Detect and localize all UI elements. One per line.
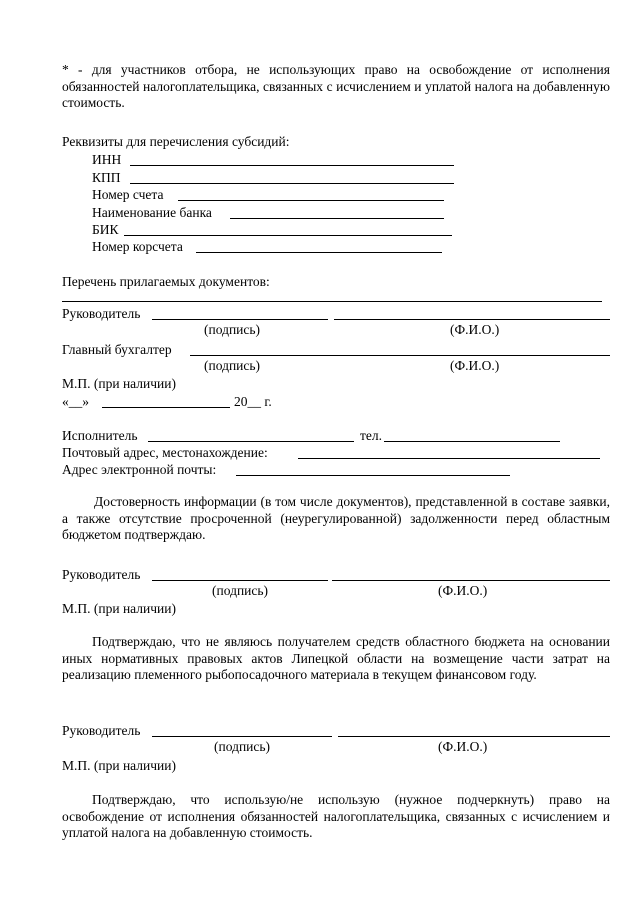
fio-caption: (Ф.И.О.) bbox=[450, 322, 500, 337]
head-fio-field[interactable] bbox=[332, 580, 610, 581]
stamp-label: М.П. (при наличии) bbox=[62, 758, 176, 773]
head-label: Руководитель bbox=[62, 567, 141, 582]
kpp-field[interactable] bbox=[130, 183, 454, 184]
email-label: Адрес электронной почты: bbox=[62, 462, 217, 477]
date-month-field[interactable] bbox=[102, 407, 230, 408]
head-fio-field[interactable] bbox=[338, 736, 610, 737]
executor-field[interactable] bbox=[148, 441, 354, 442]
inn-field[interactable] bbox=[130, 165, 454, 166]
fio-caption: (Ф.И.О.) bbox=[438, 583, 488, 598]
confirmation-paragraph-2: Подтверждаю, что не являюсь получателем средств областного бюджета на основании иных нормативных правовых актов Липецкой области на возмещение части затрат на реализацию племенного рыбопосадочного материала в текущем финансовом году. bbox=[62, 634, 610, 682]
date-year: 20__ г. bbox=[234, 394, 272, 409]
accountant-field[interactable] bbox=[190, 355, 610, 356]
signature-caption: (подпись) bbox=[214, 739, 271, 754]
signature-caption: (подпись) bbox=[204, 322, 261, 337]
bik-field[interactable] bbox=[124, 235, 452, 236]
confirmation-paragraph-1: Достоверность информации (в том числе документов), представленной в составе заявки, а также отсутствие просроченной (неурегулированной) задолженности перед областным бюджетом подтверждаю. bbox=[62, 494, 610, 542]
inn-label: ИНН bbox=[92, 152, 122, 167]
stamp-label: М.П. (при наличии) bbox=[62, 376, 176, 391]
footnote: * - для участников отбора, не использующих право на освобождение от исполнения обязанностей налогоплательщика, связанных с исчислением и уплатой налога на добавленную стоимость. bbox=[62, 62, 610, 110]
kpp-label: КПП bbox=[92, 170, 121, 185]
accountant-label: Главный бухгалтер bbox=[62, 342, 172, 357]
account-label: Номер счета bbox=[92, 187, 164, 202]
docs-title: Перечень прилагаемых документов: bbox=[62, 274, 270, 289]
corr-label: Номер корсчета bbox=[92, 239, 183, 254]
executor-label: Исполнитель bbox=[62, 428, 138, 443]
bank-field[interactable] bbox=[230, 218, 444, 219]
requisites-title: Реквизиты для перечисления субсидий: bbox=[62, 134, 290, 149]
fio-caption: (Ф.И.О.) bbox=[438, 739, 488, 754]
fio-caption: (Ф.И.О.) bbox=[450, 358, 500, 373]
address-label: Почтовый адрес, местонахождение: bbox=[62, 445, 268, 460]
address-field[interactable] bbox=[298, 458, 600, 459]
head-signature-field[interactable] bbox=[152, 319, 328, 320]
email-field[interactable] bbox=[236, 475, 510, 476]
phone-label: тел. bbox=[360, 428, 383, 443]
date-day: «__» bbox=[62, 394, 89, 409]
head-fio-field[interactable] bbox=[334, 319, 610, 320]
account-field[interactable] bbox=[178, 200, 444, 201]
docs-field[interactable] bbox=[62, 301, 602, 302]
corr-field[interactable] bbox=[196, 252, 442, 253]
phone-field[interactable] bbox=[384, 441, 560, 442]
signature-caption: (подпись) bbox=[204, 358, 261, 373]
bik-label: БИК bbox=[92, 222, 119, 237]
stamp-label: М.П. (при наличии) bbox=[62, 601, 176, 616]
head-label: Руководитель bbox=[62, 306, 141, 321]
head-label: Руководитель bbox=[62, 723, 141, 738]
confirmation-paragraph-3: Подтверждаю, что использую/не использую (нужное подчеркнуть) право на освобождение от исполнения обязанностей налогоплательщика, связанных с исчислением и уплатой налога на добавленную стоимость. bbox=[62, 792, 610, 840]
head-signature-field[interactable] bbox=[152, 580, 328, 581]
head-signature-field[interactable] bbox=[152, 736, 332, 737]
signature-caption: (подпись) bbox=[212, 583, 269, 598]
bank-label: Наименование банка bbox=[92, 205, 212, 220]
